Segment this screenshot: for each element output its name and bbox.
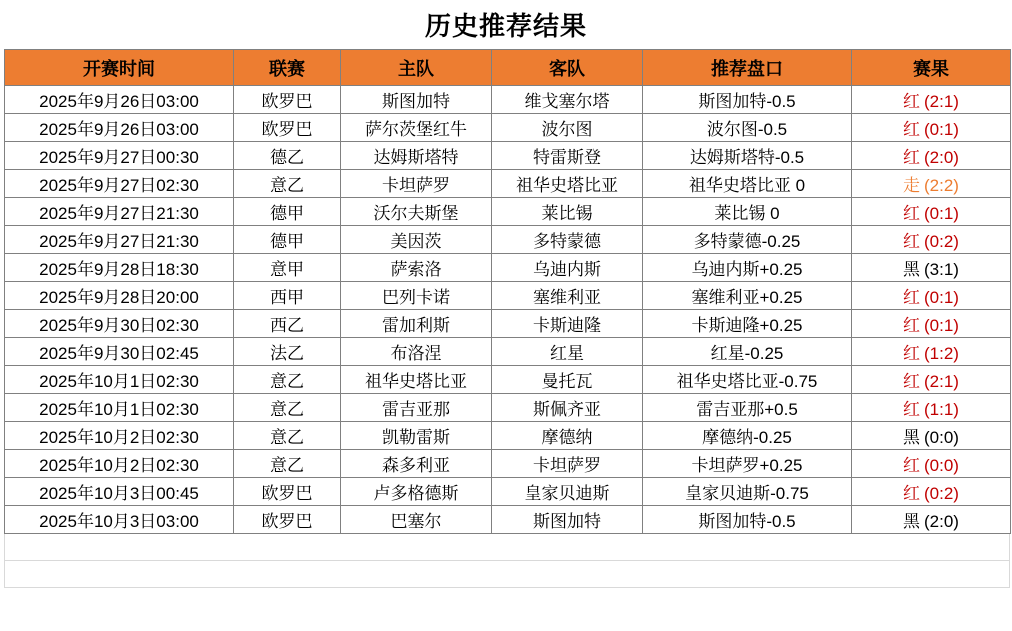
- cell-away-team[interactable]: 乌迪内斯: [492, 254, 643, 282]
- cell-result[interactable]: [852, 450, 1011, 478]
- cell-league[interactable]: 欧罗巴: [234, 114, 341, 142]
- result-status-badge: 红: [903, 372, 921, 391]
- cell-time[interactable]: 2025年9月26日03:00: [5, 86, 234, 114]
- result-status-badge: 黑: [903, 428, 921, 447]
- table-row: [5, 338, 1011, 366]
- cell-away-team[interactable]: 波尔图: [492, 114, 643, 142]
- result-status-badge: 红: [903, 232, 921, 251]
- result-status-badge: 红: [903, 120, 921, 139]
- cell-time[interactable]: 2025年9月27日00:30: [5, 142, 234, 170]
- cell-recommended-line[interactable]: 卡斯迪隆+0.25: [643, 310, 852, 338]
- result-status-badge: 红: [903, 456, 921, 475]
- cell-recommended-line[interactable]: 斯图加特-0.5: [643, 506, 852, 534]
- cell-result[interactable]: [852, 394, 1011, 422]
- result-score: (0:1): [924, 316, 959, 335]
- result-status-badge: 红: [903, 344, 921, 363]
- column-header-away[interactable]: 客队: [492, 50, 643, 86]
- cell-league[interactable]: 意乙: [234, 170, 341, 198]
- cell-home-team[interactable]: 达姆斯塔特: [341, 142, 492, 170]
- column-header-time[interactable]: 开赛时间: [5, 50, 234, 86]
- cell-away-team[interactable]: 特雷斯登: [492, 142, 643, 170]
- empty-row[interactable]: [4, 561, 1010, 588]
- cell-time[interactable]: 2025年10月1日02:30: [5, 366, 234, 394]
- cell-league[interactable]: 欧罗巴: [234, 506, 341, 534]
- cell-recommended-line[interactable]: 红星-0.25: [643, 338, 852, 366]
- cell-recommended-line[interactable]: 祖华史塔比亚 0: [643, 170, 852, 198]
- cell-home-team[interactable]: 卡坦萨罗: [341, 170, 492, 198]
- cell-away-team[interactable]: 维戈塞尔塔: [492, 86, 643, 114]
- cell-recommended-line[interactable]: 波尔图-0.5: [643, 114, 852, 142]
- cell-away-team[interactable]: 红星: [492, 338, 643, 366]
- result-status-badge: 红: [903, 484, 921, 503]
- cell-recommended-line[interactable]: 祖华史塔比亚-0.75: [643, 366, 852, 394]
- cell-time[interactable]: 2025年9月28日18:30: [5, 254, 234, 282]
- cell-time[interactable]: 2025年9月27日21:30: [5, 226, 234, 254]
- cell-result[interactable]: [852, 422, 1011, 450]
- cell-league[interactable]: 意乙: [234, 422, 341, 450]
- cell-league[interactable]: 意乙: [234, 366, 341, 394]
- cell-league[interactable]: 意甲: [234, 254, 341, 282]
- result-score: (0:2): [924, 484, 959, 503]
- result-score: (0:0): [924, 456, 959, 475]
- table-row: [5, 254, 1011, 282]
- cell-recommended-line[interactable]: 卡坦萨罗+0.25: [643, 450, 852, 478]
- cell-home-team[interactable]: 巴列卡诺: [341, 282, 492, 310]
- cell-away-team[interactable]: 斯图加特: [492, 506, 643, 534]
- result-status-badge: 红: [903, 400, 921, 419]
- result-status-badge: 走: [903, 176, 921, 195]
- empty-rows-area: [4, 534, 1010, 588]
- result-score: (1:2): [924, 344, 959, 363]
- table-row: [5, 394, 1011, 422]
- cell-league[interactable]: 德甲: [234, 198, 341, 226]
- column-header-result[interactable]: 赛果: [852, 50, 1011, 86]
- result-status-badge: 红: [903, 288, 921, 307]
- result-status-badge: 红: [903, 316, 921, 335]
- cell-recommended-line[interactable]: 达姆斯塔特-0.5: [643, 142, 852, 170]
- cell-home-team[interactable]: 美因茨: [341, 226, 492, 254]
- result-score: (3:1): [924, 260, 959, 279]
- result-score: (0:1): [924, 120, 959, 139]
- cell-home-team[interactable]: 布洛涅: [341, 338, 492, 366]
- table-row: [5, 226, 1011, 254]
- result-status-badge: 黑: [903, 260, 921, 279]
- result-score: (2:0): [924, 148, 959, 167]
- cell-league[interactable]: 德乙: [234, 142, 341, 170]
- cell-league[interactable]: 意乙: [234, 394, 341, 422]
- result-status-badge: 红: [903, 92, 921, 111]
- cell-league[interactable]: 法乙: [234, 338, 341, 366]
- cell-league[interactable]: 德甲: [234, 226, 341, 254]
- cell-result[interactable]: [852, 506, 1011, 534]
- table-row: [5, 142, 1011, 170]
- cell-recommended-line[interactable]: 摩德纳-0.25: [643, 422, 852, 450]
- result-score: (2:0): [924, 512, 959, 531]
- result-score: (0:0): [924, 428, 959, 447]
- table-row: [5, 170, 1011, 198]
- cell-home-team[interactable]: 凯勒雷斯: [341, 422, 492, 450]
- cell-result[interactable]: [852, 478, 1011, 506]
- cell-away-team[interactable]: 塞维利亚: [492, 282, 643, 310]
- cell-result[interactable]: [852, 226, 1011, 254]
- cell-time[interactable]: 2025年9月27日02:30: [5, 170, 234, 198]
- cell-time[interactable]: 2025年10月3日00:45: [5, 478, 234, 506]
- cell-time[interactable]: 2025年10月3日03:00: [5, 506, 234, 534]
- cell-league[interactable]: 西甲: [234, 282, 341, 310]
- cell-away-team[interactable]: 卡坦萨罗: [492, 450, 643, 478]
- cell-home-team[interactable]: 森多利亚: [341, 450, 492, 478]
- column-header-league[interactable]: 联赛: [234, 50, 341, 86]
- cell-result[interactable]: [852, 282, 1011, 310]
- empty-row[interactable]: [4, 534, 1010, 561]
- cell-recommended-line[interactable]: 多特蒙德-0.25: [643, 226, 852, 254]
- result-score: (2:1): [924, 372, 959, 391]
- cell-away-team[interactable]: 莱比锡: [492, 198, 643, 226]
- table-row: [5, 86, 1011, 114]
- table-row: [5, 506, 1011, 534]
- cell-recommended-line[interactable]: 皇家贝迪斯-0.75: [643, 478, 852, 506]
- table-body: [5, 86, 1011, 534]
- cell-result[interactable]: [852, 366, 1011, 394]
- table-header-row: [5, 50, 1011, 86]
- cell-result[interactable]: [852, 254, 1011, 282]
- cell-away-team[interactable]: 卡斯迪隆: [492, 310, 643, 338]
- cell-recommended-line[interactable]: 莱比锡 0: [643, 198, 852, 226]
- cell-result[interactable]: [852, 338, 1011, 366]
- cell-home-team[interactable]: 斯图加特: [341, 86, 492, 114]
- cell-result[interactable]: [852, 142, 1011, 170]
- table-row: [5, 422, 1011, 450]
- table-row: [5, 282, 1011, 310]
- cell-recommended-line[interactable]: 乌迪内斯+0.25: [643, 254, 852, 282]
- cell-time[interactable]: 2025年9月28日20:00: [5, 282, 234, 310]
- cell-away-team[interactable]: 皇家贝迪斯: [492, 478, 643, 506]
- cell-away-team[interactable]: 多特蒙德: [492, 226, 643, 254]
- cell-league[interactable]: 意乙: [234, 450, 341, 478]
- cell-home-team[interactable]: 萨索洛: [341, 254, 492, 282]
- result-score: (2:1): [924, 92, 959, 111]
- cell-result[interactable]: [852, 86, 1011, 114]
- cell-away-team[interactable]: 曼托瓦: [492, 366, 643, 394]
- table-row: [5, 478, 1011, 506]
- cell-home-team[interactable]: 卢多格德斯: [341, 478, 492, 506]
- result-score: (0:2): [924, 232, 959, 251]
- result-score: (0:1): [924, 204, 959, 223]
- result-status-badge: 红: [903, 148, 921, 167]
- result-score: (2:2): [924, 176, 959, 195]
- cell-time[interactable]: 2025年9月30日02:45: [5, 338, 234, 366]
- cell-result[interactable]: [852, 114, 1011, 142]
- cell-result[interactable]: [852, 310, 1011, 338]
- cell-time[interactable]: 2025年9月26日03:00: [5, 114, 234, 142]
- cell-league[interactable]: 西乙: [234, 310, 341, 338]
- result-status-badge: 红: [903, 204, 921, 223]
- result-score: (0:1): [924, 288, 959, 307]
- cell-home-team[interactable]: 巴塞尔: [341, 506, 492, 534]
- table-row: [5, 198, 1011, 226]
- column-header-line[interactable]: 推荐盘口: [643, 50, 852, 86]
- cell-recommended-line[interactable]: 塞维利亚+0.25: [643, 282, 852, 310]
- cell-recommended-line[interactable]: 斯图加特-0.5: [643, 86, 852, 114]
- cell-league[interactable]: 欧罗巴: [234, 478, 341, 506]
- cell-home-team[interactable]: 雷加利斯: [341, 310, 492, 338]
- cell-result[interactable]: [852, 198, 1011, 226]
- cell-away-team[interactable]: 祖华史塔比亚: [492, 170, 643, 198]
- cell-time[interactable]: 2025年10月2日02:30: [5, 450, 234, 478]
- cell-league[interactable]: 欧罗巴: [234, 86, 341, 114]
- history-results-table: [4, 49, 1011, 534]
- column-header-home[interactable]: 主队: [341, 50, 492, 86]
- cell-home-team[interactable]: 祖华史塔比亚: [341, 366, 492, 394]
- table-row: [5, 450, 1011, 478]
- result-score: (1:1): [924, 400, 959, 419]
- cell-time[interactable]: 2025年10月1日02:30: [5, 394, 234, 422]
- cell-away-team[interactable]: 斯佩齐亚: [492, 394, 643, 422]
- cell-recommended-line[interactable]: 雷吉亚那+0.5: [643, 394, 852, 422]
- result-status-badge: 黑: [903, 512, 921, 531]
- cell-time[interactable]: 2025年9月30日02:30: [5, 310, 234, 338]
- cell-home-team[interactable]: 萨尔茨堡红牛: [341, 114, 492, 142]
- cell-home-team[interactable]: 沃尔夫斯堡: [341, 198, 492, 226]
- table-row: [5, 366, 1011, 394]
- cell-away-team[interactable]: 摩德纳: [492, 422, 643, 450]
- cell-home-team[interactable]: 雷吉亚那: [341, 394, 492, 422]
- cell-time[interactable]: 2025年10月2日02:30: [5, 422, 234, 450]
- cell-time[interactable]: 2025年9月27日21:30: [5, 198, 234, 226]
- table-row: [5, 310, 1011, 338]
- cell-result[interactable]: [852, 170, 1011, 198]
- table-row: [5, 114, 1011, 142]
- page-title: 历史推荐结果: [424, 11, 587, 41]
